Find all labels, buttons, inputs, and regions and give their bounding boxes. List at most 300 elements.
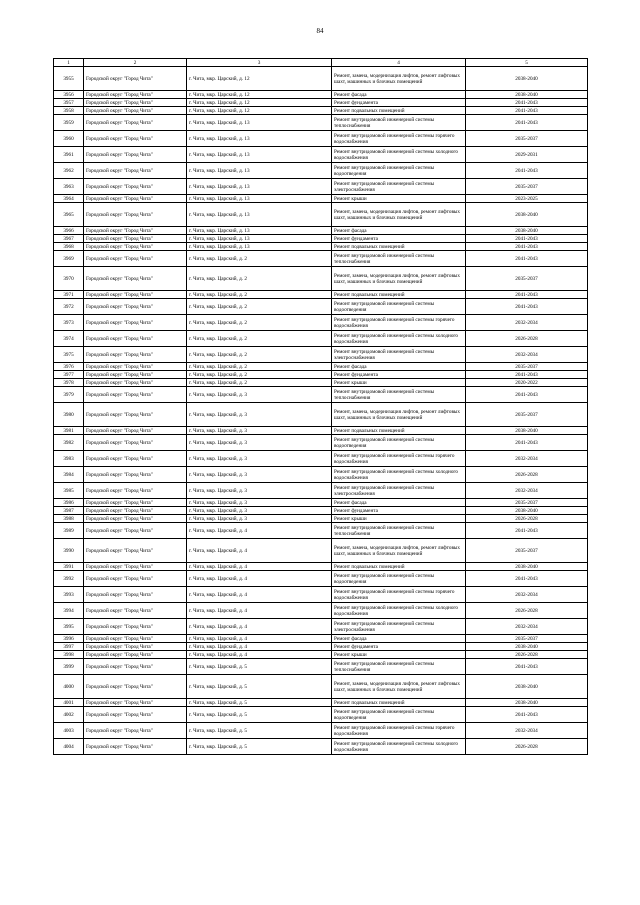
municipality-cell: Городской округ "Город Чита": [84, 435, 187, 451]
capital-repair-table: [53, 58, 588, 755]
table-row: [54, 659, 588, 675]
work-type-cell: Ремонт подвальных помещений: [332, 107, 466, 115]
table-row: [54, 739, 588, 755]
municipality-cell: Городской округ "Город Чита": [84, 619, 187, 635]
table-row: [54, 571, 588, 587]
period-cell: 2041-2043: [466, 659, 588, 675]
municipality-cell: Городской округ "Город Чита": [84, 699, 187, 707]
municipality-cell: Городской округ "Город Чита": [84, 427, 187, 435]
work-type-cell: Ремонт фундамента: [332, 371, 466, 379]
work-type-cell: Ремонт фундамента: [332, 99, 466, 107]
table-row: [54, 91, 588, 99]
municipality-cell: Городской округ "Город Чита": [84, 235, 187, 243]
row-number: 4002: [54, 707, 84, 723]
period-cell: 2032-2034: [466, 483, 588, 499]
table-row: [54, 619, 588, 635]
work-type-cell: Ремонт подвальных помещений: [332, 699, 466, 707]
period-cell: 2026-2028: [466, 651, 588, 659]
table-row: [54, 163, 588, 179]
page-number: 84: [316, 27, 324, 35]
table-row: [54, 379, 588, 387]
table-row: [54, 315, 588, 331]
municipality-cell: Городской округ "Город Чита": [84, 251, 187, 267]
table-row: [54, 195, 588, 203]
municipality-cell: Городской округ "Город Чита": [84, 387, 187, 403]
municipality-cell: Городской округ "Город Чита": [84, 347, 187, 363]
table-row: [54, 371, 588, 379]
row-number: 3986: [54, 499, 84, 507]
address-cell: г. Чита, мкр. Царский, д. 13: [187, 131, 332, 147]
row-number: 3994: [54, 603, 84, 619]
period-cell: 2041-2043: [466, 291, 588, 299]
address-cell: г. Чита, мкр. Царский, д. 13: [187, 235, 332, 243]
table-row: [54, 115, 588, 131]
table-row: [54, 723, 588, 739]
row-number: 3976: [54, 363, 84, 371]
period-cell: 2032-2034: [466, 347, 588, 363]
period-cell: 2029-2031: [466, 147, 588, 163]
row-number: 3993: [54, 587, 84, 603]
address-cell: г. Чита, мкр. Царский, д. 13: [187, 195, 332, 203]
period-cell: 2026-2028: [466, 515, 588, 523]
period-cell: 2038-2040: [466, 67, 588, 91]
municipality-cell: Городской округ "Город Чита": [84, 563, 187, 571]
row-number: 3967: [54, 235, 84, 243]
municipality-cell: Городской округ "Город Чита": [84, 299, 187, 315]
period-cell: 2041-2043: [466, 243, 588, 251]
work-type-cell: Ремонт внутридомовой инженерной системы электроснабжения: [332, 619, 466, 635]
address-cell: г. Чита, мкр. Царский, д. 5: [187, 675, 332, 699]
table-row: [54, 675, 588, 699]
address-cell: г. Чита, мкр. Царский, д. 13: [187, 179, 332, 195]
period-cell: 2041-2043: [466, 571, 588, 587]
row-number: 3969: [54, 251, 84, 267]
address-cell: г. Чита, мкр. Царский, д. 4: [187, 643, 332, 651]
work-type-cell: Ремонт крыши: [332, 379, 466, 387]
address-cell: г. Чита, мкр. Царский, д. 3: [187, 387, 332, 403]
address-cell: г. Чита, мкр. Царский, д. 13: [187, 147, 332, 163]
table-row: [54, 179, 588, 195]
period-cell: 2032-2034: [466, 587, 588, 603]
work-type-cell: Ремонт внутридомовой инженерной системы электроснабжения: [332, 179, 466, 195]
row-number: 3971: [54, 291, 84, 299]
address-cell: г. Чита, мкр. Царский, д. 3: [187, 427, 332, 435]
work-type-cell: Ремонт фасада: [332, 91, 466, 99]
address-cell: г. Чита, мкр. Царский, д. 4: [187, 603, 332, 619]
table-header-row: [54, 59, 588, 67]
table-row: [54, 235, 588, 243]
period-cell: 2038-2040: [466, 427, 588, 435]
municipality-cell: Городской округ "Город Чита": [84, 179, 187, 195]
row-number: 3961: [54, 147, 84, 163]
table-row: [54, 227, 588, 235]
address-cell: г. Чита, мкр. Царский, д. 5: [187, 739, 332, 755]
work-type-cell: Ремонт внутридомовой инженерной системы горячего водоснабжения: [332, 315, 466, 331]
municipality-cell: Городской округ "Город Чита": [84, 331, 187, 347]
period-cell: 2032-2034: [466, 451, 588, 467]
work-type-cell: Ремонт фундамента: [332, 507, 466, 515]
period-cell: 2038-2040: [466, 675, 588, 699]
row-number: 3997: [54, 643, 84, 651]
table-row: [54, 499, 588, 507]
address-cell: г. Чита, мкр. Царский, д. 2: [187, 251, 332, 267]
work-type-cell: Ремонт, замена, модернизация лифтов, ремонт лифтовых шахт, машинных и блочных помещений: [332, 403, 466, 427]
work-type-cell: Ремонт крыши: [332, 515, 466, 523]
period-cell: 2026-2028: [466, 467, 588, 483]
municipality-cell: Городской округ "Город Чита": [84, 99, 187, 107]
row-number: 3991: [54, 563, 84, 571]
work-type-cell: Ремонт крыши: [332, 195, 466, 203]
table-row: [54, 467, 588, 483]
period-cell: 2041-2043: [466, 235, 588, 243]
row-number: 3970: [54, 267, 84, 291]
period-cell: 2035-2037: [466, 499, 588, 507]
period-cell: 2038-2040: [466, 507, 588, 515]
work-type-cell: Ремонт внутридомовой инженерной системы горячего водоснабжения: [332, 131, 466, 147]
work-type-cell: Ремонт, замена, модернизация лифтов, ремонт лифтовых шахт, машинных и блочных помещений: [332, 67, 466, 91]
work-type-cell: Ремонт внутридомовой инженерной системы водоотведения: [332, 571, 466, 587]
address-cell: г. Чита, мкр. Царский, д. 5: [187, 659, 332, 675]
work-type-cell: Ремонт внутридомовой инженерной системы теплоснабжения: [332, 115, 466, 131]
table-row: [54, 643, 588, 651]
address-cell: г. Чита, мкр. Царский, д. 2: [187, 379, 332, 387]
municipality-cell: Городской округ "Город Чита": [84, 291, 187, 299]
table-row: [54, 707, 588, 723]
municipality-cell: Городской округ "Город Чита": [84, 451, 187, 467]
table-row: [54, 67, 588, 91]
work-type-cell: Ремонт внутридомовой инженерной системы холодного водоснабжения: [332, 739, 466, 755]
table-row: [54, 651, 588, 659]
row-number: 3960: [54, 131, 84, 147]
municipality-cell: Городской округ "Город Чита": [84, 243, 187, 251]
table-row: [54, 507, 588, 515]
address-cell: г. Чита, мкр. Царский, д. 13: [187, 227, 332, 235]
municipality-cell: Городской округ "Город Чита": [84, 603, 187, 619]
municipality-cell: Городской округ "Город Чита": [84, 651, 187, 659]
row-number: 3977: [54, 371, 84, 379]
municipality-cell: Городской округ "Город Чита": [84, 499, 187, 507]
work-type-cell: Ремонт, замена, модернизация лифтов, ремонт лифтовых шахт, машинных и блочных помещений: [332, 267, 466, 291]
period-cell: 2035-2037: [466, 539, 588, 563]
municipality-cell: Городской округ "Город Чита": [84, 587, 187, 603]
municipality-cell: Городской округ "Город Чита": [84, 539, 187, 563]
row-number: 3989: [54, 523, 84, 539]
work-type-cell: Ремонт внутридомовой инженерной системы горячего водоснабжения: [332, 723, 466, 739]
row-number: 3963: [54, 179, 84, 195]
table-row: [54, 451, 588, 467]
period-cell: 2041-2043: [466, 99, 588, 107]
table-row: [54, 299, 588, 315]
table-row: [54, 99, 588, 107]
work-type-cell: Ремонт подвальных помещений: [332, 291, 466, 299]
address-cell: г. Чита, мкр. Царский, д. 2: [187, 331, 332, 347]
municipality-cell: Городской округ "Город Чита": [84, 707, 187, 723]
address-cell: г. Чита, мкр. Царский, д. 2: [187, 371, 332, 379]
work-type-cell: Ремонт внутридомовой инженерной системы холодного водоснабжения: [332, 331, 466, 347]
work-type-cell: Ремонт внутридомовой инженерной системы теплоснабжения: [332, 659, 466, 675]
table-row: [54, 251, 588, 267]
work-type-cell: Ремонт внутридомовой инженерной системы холодного водоснабжения: [332, 603, 466, 619]
period-cell: 2026-2028: [466, 331, 588, 347]
row-number: 4004: [54, 739, 84, 755]
municipality-cell: Городской округ "Город Чита": [84, 67, 187, 91]
table-row: [54, 363, 588, 371]
row-number: 3962: [54, 163, 84, 179]
address-cell: г. Чита, мкр. Царский, д. 2: [187, 299, 332, 315]
address-cell: г. Чита, мкр. Царский, д. 4: [187, 635, 332, 643]
municipality-cell: Городской округ "Город Чита": [84, 163, 187, 179]
table-row: [54, 699, 588, 707]
table-row: [54, 603, 588, 619]
municipality-cell: Городской округ "Город Чита": [84, 227, 187, 235]
address-cell: г. Чита, мкр. Царский, д. 4: [187, 587, 332, 603]
work-type-cell: Ремонт внутридомовой инженерной системы горячего водоснабжения: [332, 451, 466, 467]
row-number: 4003: [54, 723, 84, 739]
row-number: 3995: [54, 619, 84, 635]
work-type-cell: Ремонт подвальных помещений: [332, 243, 466, 251]
work-type-cell: Ремонт, замена, модернизация лифтов, ремонт лифтовых шахт, машинных и блочных помещений: [332, 675, 466, 699]
period-cell: 2032-2034: [466, 619, 588, 635]
period-cell: 2026-2028: [466, 739, 588, 755]
work-type-cell: Ремонт внутридомовой инженерной системы водоотведения: [332, 163, 466, 179]
address-cell: г. Чита, мкр. Царский, д. 12: [187, 107, 332, 115]
address-cell: г. Чита, мкр. Царский, д. 2: [187, 267, 332, 291]
municipality-cell: Городской округ "Город Чита": [84, 379, 187, 387]
row-number: 4001: [54, 699, 84, 707]
period-cell: 2038-2040: [466, 91, 588, 99]
row-number: 3987: [54, 507, 84, 515]
period-cell: 2038-2040: [466, 643, 588, 651]
period-cell: 2041-2043: [466, 163, 588, 179]
row-number: 3966: [54, 227, 84, 235]
municipality-cell: Городской округ "Город Чита": [84, 635, 187, 643]
row-number: 3999: [54, 659, 84, 675]
row-number: 3998: [54, 651, 84, 659]
period-cell: 2038-2040: [466, 203, 588, 227]
period-cell: 2020-2022: [466, 379, 588, 387]
municipality-cell: Городской округ "Город Чита": [84, 115, 187, 131]
work-type-cell: Ремонт внутридомовой инженерной системы холодного водоснабжения: [332, 467, 466, 483]
municipality-cell: Городской округ "Город Чита": [84, 659, 187, 675]
row-number: 3988: [54, 515, 84, 523]
address-cell: г. Чита, мкр. Царский, д. 3: [187, 435, 332, 451]
table-row: [54, 203, 588, 227]
period-cell: 2038-2040: [466, 563, 588, 571]
municipality-cell: Городской округ "Город Чита": [84, 363, 187, 371]
municipality-cell: Городской округ "Город Чита": [84, 403, 187, 427]
table-row: [54, 563, 588, 571]
address-cell: г. Чита, мкр. Царский, д. 12: [187, 67, 332, 91]
table-row: [54, 267, 588, 291]
municipality-cell: Городской округ "Город Чита": [84, 507, 187, 515]
address-cell: г. Чита, мкр. Царский, д. 13: [187, 243, 332, 251]
row-number: 3984: [54, 467, 84, 483]
work-type-cell: Ремонт внутридомовой инженерной системы теплоснабжения: [332, 251, 466, 267]
column-header-3: 3: [187, 59, 332, 67]
period-cell: 2041-2043: [466, 371, 588, 379]
period-cell: 2035-2037: [466, 403, 588, 427]
table-row: [54, 427, 588, 435]
address-cell: г. Чита, мкр. Царский, д. 13: [187, 203, 332, 227]
address-cell: г. Чита, мкр. Царский, д. 12: [187, 91, 332, 99]
municipality-cell: Городской округ "Город Чита": [84, 515, 187, 523]
table-row: [54, 331, 588, 347]
address-cell: г. Чита, мкр. Царский, д. 5: [187, 699, 332, 707]
table-row: [54, 523, 588, 539]
municipality-cell: Городской округ "Город Чита": [84, 267, 187, 291]
table-row: [54, 131, 588, 147]
work-type-cell: Ремонт фасада: [332, 499, 466, 507]
period-cell: 2035-2037: [466, 363, 588, 371]
row-number: 3955: [54, 67, 84, 91]
row-number: 3990: [54, 539, 84, 563]
table-row: [54, 107, 588, 115]
table-row: [54, 483, 588, 499]
row-number: 3958: [54, 107, 84, 115]
period-cell: 2038-2040: [466, 227, 588, 235]
table-body: [54, 67, 588, 755]
work-type-cell: Ремонт внутридомовой инженерной системы водоотведения: [332, 299, 466, 315]
address-cell: г. Чита, мкр. Царский, д. 2: [187, 291, 332, 299]
work-type-cell: Ремонт внутридомовой инженерной системы горячего водоснабжения: [332, 587, 466, 603]
row-number: 3957: [54, 99, 84, 107]
period-cell: 2035-2037: [466, 179, 588, 195]
row-number: 3956: [54, 91, 84, 99]
municipality-cell: Городской округ "Город Чита": [84, 195, 187, 203]
row-number: 3985: [54, 483, 84, 499]
municipality-cell: Городской округ "Город Чита": [84, 643, 187, 651]
row-number: 3996: [54, 635, 84, 643]
address-cell: г. Чита, мкр. Царский, д. 3: [187, 483, 332, 499]
table-row: [54, 635, 588, 643]
address-cell: г. Чита, мкр. Царский, д. 4: [187, 651, 332, 659]
column-header-5: 5: [466, 59, 588, 67]
period-cell: 2023-2025: [466, 195, 588, 203]
address-cell: г. Чита, мкр. Царский, д. 3: [187, 515, 332, 523]
table-row: [54, 587, 588, 603]
address-cell: г. Чита, мкр. Царский, д. 12: [187, 99, 332, 107]
address-cell: г. Чита, мкр. Царский, д. 2: [187, 315, 332, 331]
row-number: 4000: [54, 675, 84, 699]
municipality-cell: Городской округ "Город Чита": [84, 739, 187, 755]
work-type-cell: Ремонт, замена, модернизация лифтов, ремонт лифтовых шахт, машинных и блочных помещений: [332, 203, 466, 227]
row-number: 3975: [54, 347, 84, 363]
municipality-cell: Городской округ "Город Чита": [84, 203, 187, 227]
address-cell: г. Чита, мкр. Царский, д. 5: [187, 723, 332, 739]
table-row: [54, 515, 588, 523]
table-row: [54, 291, 588, 299]
address-cell: г. Чита, мкр. Царский, д. 4: [187, 571, 332, 587]
period-cell: 2041-2043: [466, 435, 588, 451]
period-cell: 2035-2037: [466, 131, 588, 147]
work-type-cell: Ремонт внутридомовой инженерной системы теплоснабжения: [332, 387, 466, 403]
work-type-cell: Ремонт фундамента: [332, 643, 466, 651]
period-cell: 2038-2040: [466, 699, 588, 707]
address-cell: г. Чита, мкр. Царский, д. 3: [187, 499, 332, 507]
row-number: 3981: [54, 427, 84, 435]
municipality-cell: Городской округ "Город Чита": [84, 483, 187, 499]
row-number: 3983: [54, 451, 84, 467]
municipality-cell: Городской округ "Город Чита": [84, 571, 187, 587]
row-number: 3992: [54, 571, 84, 587]
address-cell: г. Чита, мкр. Царский, д. 4: [187, 563, 332, 571]
work-type-cell: Ремонт фасада: [332, 635, 466, 643]
period-cell: 2026-2028: [466, 603, 588, 619]
address-cell: г. Чита, мкр. Царский, д. 2: [187, 363, 332, 371]
address-cell: г. Чита, мкр. Царский, д. 13: [187, 163, 332, 179]
row-number: 3982: [54, 435, 84, 451]
address-cell: г. Чита, мкр. Царский, д. 4: [187, 619, 332, 635]
work-type-cell: Ремонт внутридомовой инженерной системы электроснабжения: [332, 347, 466, 363]
table-row: [54, 539, 588, 563]
row-number: 3964: [54, 195, 84, 203]
row-number: 3974: [54, 331, 84, 347]
period-cell: 2032-2034: [466, 723, 588, 739]
table-row: [54, 403, 588, 427]
row-number: 3972: [54, 299, 84, 315]
period-cell: 2041-2043: [466, 107, 588, 115]
address-cell: г. Чита, мкр. Царский, д. 5: [187, 707, 332, 723]
address-cell: г. Чита, мкр. Царский, д. 4: [187, 523, 332, 539]
work-type-cell: Ремонт внутридомовой инженерной системы холодного водоснабжения: [332, 147, 466, 163]
work-type-cell: Ремонт фундамента: [332, 235, 466, 243]
table-row: [54, 435, 588, 451]
period-cell: 2035-2037: [466, 635, 588, 643]
row-number: 3979: [54, 387, 84, 403]
period-cell: 2041-2043: [466, 115, 588, 131]
address-cell: г. Чита, мкр. Царский, д. 2: [187, 347, 332, 363]
work-type-cell: Ремонт подвальных помещений: [332, 563, 466, 571]
municipality-cell: Городской округ "Город Чита": [84, 723, 187, 739]
column-header-1: 1: [54, 59, 84, 67]
work-type-cell: Ремонт внутридомовой инженерной системы водоотведения: [332, 707, 466, 723]
work-type-cell: Ремонт фасада: [332, 363, 466, 371]
municipality-cell: Городской округ "Город Чита": [84, 147, 187, 163]
work-type-cell: Ремонт внутридомовой инженерной системы электроснабжения: [332, 483, 466, 499]
table-row: [54, 387, 588, 403]
work-type-cell: Ремонт внутридомовой инженерной системы теплоснабжения: [332, 523, 466, 539]
table-row: [54, 347, 588, 363]
row-number: 3978: [54, 379, 84, 387]
table-row: [54, 243, 588, 251]
work-type-cell: Ремонт, замена, модернизация лифтов, ремонт лифтовых шахт, машинных и блочных помещений: [332, 539, 466, 563]
period-cell: 2032-2034: [466, 315, 588, 331]
period-cell: 2041-2043: [466, 707, 588, 723]
municipality-cell: Городской округ "Город Чита": [84, 371, 187, 379]
column-header-4: 4: [332, 59, 466, 67]
period-cell: 2041-2043: [466, 251, 588, 267]
period-cell: 2041-2043: [466, 523, 588, 539]
municipality-cell: Городской округ "Город Чита": [84, 91, 187, 99]
address-cell: г. Чита, мкр. Царский, д. 3: [187, 507, 332, 515]
municipality-cell: Городской округ "Город Чита": [84, 131, 187, 147]
municipality-cell: Городской округ "Город Чита": [84, 315, 187, 331]
period-cell: 2041-2043: [466, 299, 588, 315]
municipality-cell: Городской округ "Город Чита": [84, 107, 187, 115]
address-cell: г. Чита, мкр. Царский, д. 3: [187, 403, 332, 427]
table-row: [54, 147, 588, 163]
address-cell: г. Чита, мкр. Царский, д. 13: [187, 115, 332, 131]
row-number: 3968: [54, 243, 84, 251]
row-number: 3980: [54, 403, 84, 427]
row-number: 3973: [54, 315, 84, 331]
address-cell: г. Чита, мкр. Царский, д. 4: [187, 539, 332, 563]
row-number: 3965: [54, 203, 84, 227]
period-cell: 2035-2037: [466, 267, 588, 291]
work-type-cell: Ремонт внутридомовой инженерной системы водоотведения: [332, 435, 466, 451]
address-cell: г. Чита, мкр. Царский, д. 3: [187, 467, 332, 483]
address-cell: г. Чита, мкр. Царский, д. 3: [187, 451, 332, 467]
